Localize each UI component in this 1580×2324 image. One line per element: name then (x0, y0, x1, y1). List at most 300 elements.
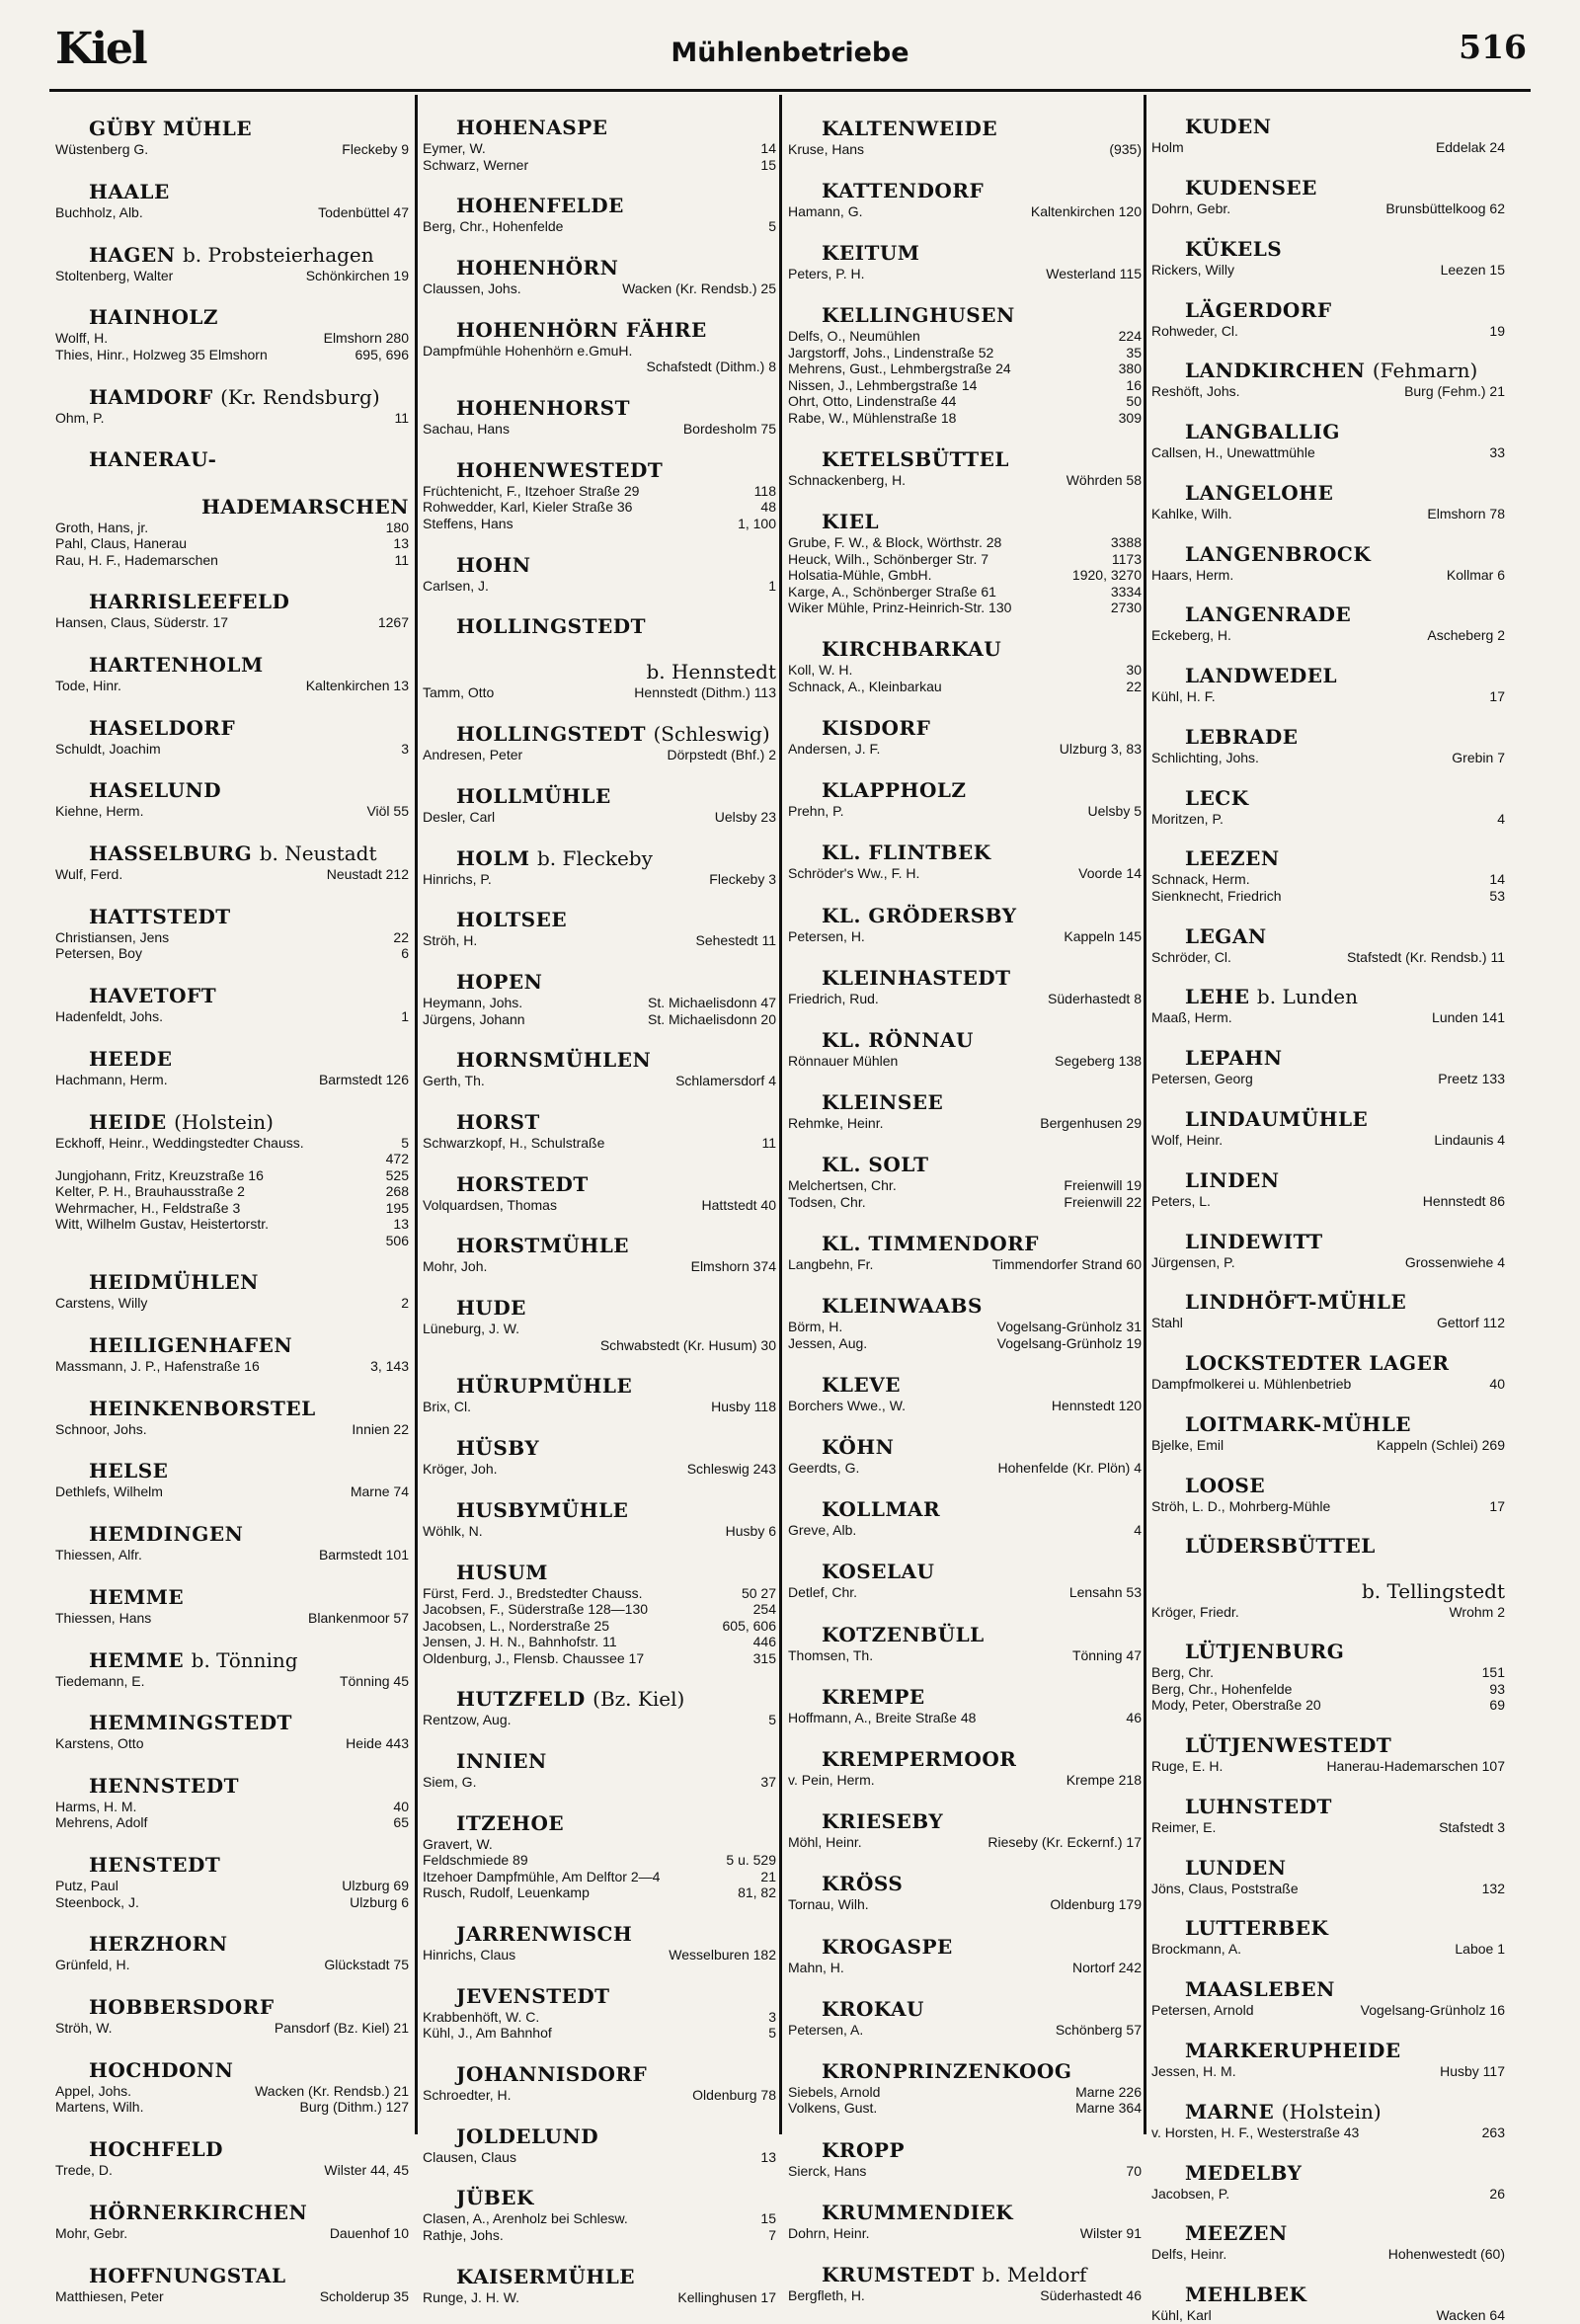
place-heading (423, 908, 776, 932)
listing-name: Schnoor, Johs. (55, 1420, 147, 1437)
listing-phone: Elmshorn 280 (323, 330, 409, 347)
place-heading (55, 1270, 409, 1295)
place-entry (788, 282, 1142, 427)
place-name: HOHENHÖRN (456, 256, 619, 280)
listing-row (788, 328, 1142, 345)
place-name: KUDENSEE (1185, 176, 1317, 200)
place-name: KLEINWAABS (822, 1294, 983, 1319)
listing-phone: 1 (768, 577, 776, 594)
listing-name: Claussen, Johs. (423, 280, 521, 297)
listing-row (55, 741, 409, 758)
place-heading (788, 637, 1142, 662)
place-name: HAMDORF (89, 384, 213, 409)
place-heading (55, 2058, 409, 2083)
listing-name: Dampfmolkerei u. Mühlenbetrieb (1151, 1376, 1352, 1393)
listing-name: Clasen, A., Arenholz bei Schlesw. (423, 2210, 628, 2227)
listing-phone: 46 (1126, 1709, 1142, 1725)
place-heading (55, 180, 409, 204)
place-name: LINDHÖFT-MÜHLE (1185, 1290, 1407, 1315)
place-entry (55, 1312, 409, 1375)
place-entry (55, 220, 409, 283)
place-heading (1151, 2161, 1505, 2186)
listing-name: Mohr, Joh. (423, 1258, 488, 1275)
listing-row (55, 520, 409, 536)
column-rule (1144, 95, 1146, 2134)
listing-name: Holm (1151, 139, 1184, 156)
listing-row (423, 218, 776, 235)
listing-phone: 315 (752, 1649, 776, 1666)
listing-row (788, 1398, 1142, 1414)
listing-phone: 3 (768, 2008, 776, 2025)
place-name: HUTZFELD (456, 1687, 586, 1712)
place-entry (788, 1725, 1142, 1788)
listing-phone: Segeberg 138 (1055, 1052, 1142, 1069)
listing-phone: 3388 (1110, 534, 1142, 551)
place-heading (423, 396, 776, 421)
place-heading (423, 116, 776, 140)
place-entry (788, 1851, 1142, 1913)
place-heading (423, 1234, 776, 1258)
listing-row (788, 1584, 1142, 1601)
listing-row (423, 2009, 776, 2026)
place-entry (423, 1353, 776, 1415)
listing-name: Rathje, Johs. (423, 2226, 504, 2243)
place-entry (423, 1478, 776, 1540)
place-entry (1151, 339, 1505, 400)
listing-name: Berg, Chr. (1151, 1664, 1215, 1681)
listing-row (788, 1522, 1142, 1539)
listing-name: Schwarzkopf, H., Schulstraße (423, 1135, 605, 1151)
listing-name: Hinrichs, Claus (423, 1946, 516, 1963)
listing-row (1151, 811, 1505, 828)
place-name: LUTTERBEK (1185, 1916, 1329, 1941)
listing-name: Siebels, Arnold (788, 2083, 881, 2100)
listing-phone: Hennstedt 120 (1051, 1397, 1142, 1413)
listing-row (788, 534, 1142, 551)
place-heading (423, 660, 776, 684)
listing-phone: Elmshorn 374 (690, 1258, 776, 1275)
place-heading (1151, 542, 1505, 567)
listing-name: Jacobsen, L., Norderstraße 25 (423, 1617, 610, 1634)
place-entry (1151, 1209, 1505, 1270)
place-heading (788, 1373, 1142, 1398)
place-heading (788, 1294, 1142, 1319)
place-heading (55, 1774, 409, 1799)
listing-phone: Gettorf 112 (1436, 1315, 1505, 1331)
listing-phone: 5 (768, 2025, 776, 2042)
listing-row (423, 578, 776, 595)
listing-phone (770, 1321, 776, 1337)
place-name: HOLTSEE (456, 908, 568, 932)
place-entry (423, 1027, 776, 1089)
place-heading (423, 722, 776, 747)
listing-phone: Vogelsang-Grünholz 31 (996, 1319, 1142, 1335)
listing-phone: 3334 (1110, 583, 1142, 600)
listing-row (788, 361, 1142, 377)
place-heading (423, 1436, 776, 1461)
place-name: LUNDEN (1185, 1855, 1287, 1880)
listing-row (1151, 262, 1505, 279)
listing-name: Sierck, Hans (788, 2162, 867, 2179)
place-entry (788, 758, 1142, 820)
place-entry (423, 1152, 776, 1214)
listing-name: Thomsen, Th. (788, 1646, 874, 1663)
listing-row (423, 1884, 776, 1901)
place-heading (423, 1498, 776, 1523)
listing-phone: Burg (Dithm.) 127 (299, 2099, 409, 2116)
place-entry (1151, 95, 1505, 156)
place-heading (1151, 1916, 1505, 1941)
listing-name: Schnackenberg, H. (788, 471, 907, 488)
place-entry (423, 531, 776, 594)
listing-phone: 14 (1489, 871, 1505, 888)
place-name: HELSE (89, 1459, 169, 1483)
listing-row (788, 1834, 1142, 1851)
listing-row (1151, 323, 1505, 340)
place-name: HOHENWESTEDT (456, 457, 664, 482)
place-heading (55, 1995, 409, 2020)
city-title: Kiel (55, 24, 146, 74)
listing-row (1151, 2063, 1505, 2080)
listing-name: Kühl, H. F. (1151, 688, 1216, 705)
place-name: HATTSTEDT (89, 904, 231, 928)
listing-phone: Marne 226 (1075, 2083, 1142, 2100)
place-heading (423, 256, 776, 280)
listing-name: Holsatia-Mühle, GmbH. (788, 567, 932, 584)
place-entry (1151, 217, 1505, 279)
place-entry (1151, 1559, 1505, 1620)
place-qualifier: (Bz. Kiel) (592, 1687, 685, 1712)
listing-row (423, 2289, 776, 2306)
listing-phone: Rieseby (Kr. Eckernf.) 17 (988, 1834, 1142, 1851)
place-heading (788, 904, 1142, 928)
listing-name: Berg, Chr., Hohenfelde (1151, 1680, 1293, 1697)
listing-name: Jungjohann, Fritz, Kreuzstraße 16 (55, 1166, 264, 1183)
listing-row (1151, 1193, 1505, 1210)
place-entry (1151, 1714, 1505, 1775)
listing-row (423, 516, 776, 532)
place-entry (788, 1132, 1142, 1211)
listing-row (788, 2287, 1142, 2304)
listing-name: Koll, W. H. (788, 662, 853, 679)
column-4 (1151, 95, 1505, 2324)
listing-name: Andresen, Peter (423, 747, 523, 763)
listing-phone: 7 (768, 2226, 776, 2243)
place-heading (788, 2201, 1142, 2225)
place-entry (788, 426, 1142, 488)
listing-phone: Ulzburg 6 (350, 1893, 409, 1910)
listing-phone: Laboe 1 (1455, 1941, 1505, 1958)
listing-phone: 180 (385, 519, 409, 535)
listing-phone: Uelsby 5 (1087, 803, 1142, 820)
listing-row (423, 1337, 776, 1354)
listing-row (423, 2149, 776, 2166)
listing-row (423, 280, 776, 297)
place-heading (423, 614, 776, 639)
place-entry (55, 693, 409, 757)
place-name: KLAPPHOLZ (822, 778, 967, 803)
listing-phone: Wilster 91 (1079, 2224, 1142, 2241)
place-heading (788, 716, 1142, 741)
listing-row (423, 1011, 776, 1028)
listing-name: Haars, Herm. (1151, 566, 1234, 583)
listing-name: Rickers, Willy (1151, 261, 1234, 278)
listing-phone: Neustadt 212 (326, 866, 409, 883)
place-name: HASELDORF (89, 715, 236, 740)
listing-phone: Krempe 218 (1066, 1772, 1142, 1788)
listing-phone: Schwabstedt (Kr. Husum) 30 (599, 1336, 776, 1353)
listing-name: Wolf, Heinr. (1151, 1132, 1224, 1149)
listing-phone: 21 (760, 1868, 776, 1884)
listing-phone: Nortorf 242 (1071, 1959, 1142, 1975)
place-entry (1151, 1896, 1505, 1958)
listing-row (55, 1167, 409, 1184)
listing-phone: (935) (1109, 140, 1142, 157)
listing-row (55, 1894, 409, 1911)
place-name: HEEDE (89, 1046, 173, 1071)
listing-row (423, 1650, 776, 1667)
place-heading (1151, 237, 1505, 262)
place-name: HUSUM (456, 1560, 548, 1584)
listing-phone: 254 (752, 1601, 776, 1618)
listing-name: Lüneburg, J. W. (423, 1321, 520, 1337)
place-name: KUDEN (1185, 115, 1272, 139)
place-entry (788, 1601, 1142, 1663)
place-name: HEMDINGEN (89, 1522, 244, 1547)
place-heading (788, 303, 1142, 328)
place-name: KALTENWEIDE (822, 116, 998, 140)
place-heading (1151, 176, 1505, 200)
listing-name: Petersen, H. (788, 927, 865, 944)
listing-phone: 268 (385, 1183, 409, 1199)
place-name: HUSBYMÜHLE (456, 1497, 629, 1522)
listing-phone: Schönberg 57 (1055, 2021, 1142, 2038)
place-name: HOLLINGSTEDT (456, 614, 646, 639)
listing-phone: Grossenwiehe 4 (1404, 1253, 1505, 1270)
listing-row (788, 584, 1142, 601)
place-heading (788, 1747, 1142, 1772)
listing-name: Rönnauer Mühlen (788, 1052, 899, 1069)
place-heading (55, 1853, 409, 1878)
listing-name: Hadenfeldt, Johs. (55, 1008, 163, 1025)
listing-name: Karstens, Otto (55, 1735, 144, 1752)
place-name: LÄGERDORF (1185, 297, 1332, 322)
listing-phone: Timmendorfer Strand 60 (991, 1256, 1142, 1272)
listing-name: Jargstorff, Johs., Lindenstraße 52 (788, 344, 994, 361)
place-heading (55, 1397, 409, 1421)
place-entry (55, 1563, 409, 1627)
listing-name: Carstens, Willy (55, 1295, 148, 1312)
listing-phone: 1 (401, 1008, 409, 1025)
listing-phone: Bordesholm 75 (682, 421, 776, 438)
place-entry (788, 1663, 1142, 1725)
listing-name: Rohwedder, Karl, Kieler Straße 36 (423, 499, 633, 516)
listing-row (423, 747, 776, 763)
place-entry (1151, 521, 1505, 583)
place-heading (1151, 115, 1505, 139)
listing-phone: Ulzburg 3, 83 (1059, 741, 1142, 757)
place-heading (788, 1809, 1142, 1834)
place-entry (423, 2165, 776, 2243)
place-heading (55, 385, 409, 410)
listing-row (1151, 139, 1505, 156)
place-name: KROKAU (822, 1996, 924, 2021)
listing-phone: Kappeln (Schlei) 269 (1377, 1436, 1505, 1453)
place-name: KOTZENBÜLL (822, 1622, 985, 1646)
place-heading (788, 1560, 1142, 1584)
listing-name: Clausen, Claus (423, 2148, 516, 2165)
place-heading (55, 2264, 409, 2288)
place-entry (423, 375, 776, 438)
place-entry (788, 1273, 1142, 1352)
place-heading (55, 905, 409, 929)
place-entry (423, 1666, 776, 1728)
place-heading (1151, 2221, 1505, 2246)
listing-phone: 309 (1118, 409, 1142, 426)
section-title: Mühlenbetriebe (671, 38, 909, 68)
listing-phone: Pansdorf (Bz. Kiel) 21 (274, 2020, 409, 2037)
place-heading (423, 553, 776, 578)
listing-name: Jürgens, Johann (423, 1010, 525, 1027)
listing-phone: 19 (1489, 322, 1505, 339)
listing-name: Tode, Hinr. (55, 677, 121, 693)
place-entry (55, 426, 409, 472)
listing-row (788, 410, 1142, 427)
place-qualifier: (Holstein) (1281, 2099, 1382, 2124)
listing-name: Schnack, Herm. (1151, 871, 1250, 888)
listing-phone: 5 (768, 218, 776, 235)
listing-phone: 380 (1118, 361, 1142, 377)
listing-phone: 2730 (1110, 600, 1142, 616)
listing-name: Jacobsen, F., Süderstraße 128—130 (423, 1601, 649, 1618)
place-name: HOFFNUNGSTAL (89, 2263, 286, 2287)
place-entry (423, 594, 776, 639)
listing-phone: Grebin 7 (1452, 749, 1505, 765)
place-entry (1151, 2019, 1505, 2080)
listing-row (423, 1197, 776, 1214)
listing-name: Eckeberg, H. (1151, 627, 1231, 644)
listing-name: Groth, Hans, jr. (55, 519, 149, 535)
listing-name: Witt, Wilhelm Gustav, Heistertorstr. (55, 1216, 269, 1232)
place-name: GÜBY MÜHLE (89, 117, 253, 141)
listing-phone: Preetz 133 (1438, 1071, 1505, 1087)
listing-name: Kelter, P. H., Brauhausstraße 2 (55, 1183, 245, 1199)
place-entry (55, 283, 409, 362)
listing-phone: 3, 143 (370, 1357, 409, 1374)
place-entry (55, 1626, 409, 1689)
place-entry (788, 694, 1142, 757)
place-heading (1151, 1290, 1505, 1315)
place-heading (1151, 1579, 1505, 1604)
listing-phone: Scholderup 35 (319, 2287, 409, 2304)
listing-row (423, 421, 776, 438)
listing-name: Hinrichs, P. (423, 870, 492, 887)
place-heading (423, 2186, 776, 2210)
place-name: LANGENBROCK (1185, 541, 1372, 566)
place-entry (1151, 278, 1505, 339)
listing-row (788, 377, 1142, 394)
place-heading (55, 1333, 409, 1358)
place-heading (1151, 2039, 1505, 2063)
place-heading (788, 966, 1142, 991)
listing-name: Appel, Johs. (55, 2082, 132, 2099)
listing-row (788, 679, 1142, 695)
listing-row (55, 2099, 409, 2116)
place-name: LANGENRADE (1185, 602, 1352, 627)
place-heading (788, 2138, 1142, 2163)
listing-name: Detlef, Chr. (788, 1584, 858, 1601)
place-heading (788, 447, 1142, 472)
listing-phone: 11 (394, 551, 409, 568)
listing-row (788, 865, 1142, 882)
listing-name: Wöhlk, N. (423, 1522, 483, 1539)
listing-name: Moritzen, P. (1151, 810, 1224, 827)
place-entry (788, 157, 1142, 219)
listing-phone: 81, 82 (738, 1884, 776, 1901)
place-name: HORNSMÜHLEN (456, 1048, 652, 1073)
listing-phone: 118 (753, 482, 776, 499)
listing-name: Brix, Cl. (423, 1399, 471, 1415)
listing-row (788, 1647, 1142, 1664)
place-name: KOSELAU (822, 1560, 935, 1584)
listing-name: Sachau, Hans (423, 421, 510, 438)
listing-row (55, 535, 409, 552)
place-entry (55, 757, 409, 820)
place-name: LANGBALLIG (1185, 420, 1340, 444)
listing-row (55, 1200, 409, 1217)
place-heading (423, 784, 776, 809)
listing-row (788, 2100, 1142, 2117)
place-name: KATTENDORF (822, 178, 985, 202)
place-name: MEEZEN (1185, 2221, 1288, 2246)
listing-name: Peters, P. H. (788, 266, 865, 282)
place-name: LEHE (1185, 985, 1250, 1009)
place-heading (1151, 2283, 1505, 2307)
listing-row (55, 552, 409, 569)
place-heading (788, 1153, 1142, 1177)
place-heading (788, 117, 1142, 141)
listing-phone: Schleswig 243 (686, 1461, 776, 1478)
place-entry (1151, 2140, 1505, 2202)
place-name: b. Hennstedt (646, 660, 776, 684)
listing-name: Grünfeld, H. (55, 1957, 130, 1973)
place-name: HEIDMÜHLEN (89, 1270, 259, 1295)
place-heading (788, 241, 1142, 266)
listing-row (423, 1634, 776, 1650)
listing-name: Karge, A., Schönberger Straße 61 (788, 583, 996, 600)
place-name: LOOSE (1185, 1473, 1266, 1497)
listing-row (1151, 888, 1505, 905)
listing-row (1151, 1664, 1505, 1681)
listing-row (423, 1258, 776, 1275)
listing-row (55, 1673, 409, 1690)
listing-name: Delfs, Heinr. (1151, 2246, 1227, 2263)
listing-name: Siem, G. (423, 1773, 477, 1790)
column-3 (788, 95, 1142, 2303)
listing-row (423, 1601, 776, 1618)
listing-row (55, 410, 409, 427)
listing-phone: St. Michaelisdonn 47 (648, 995, 776, 1011)
listing-name: Christiansen, Jens (55, 928, 170, 945)
place-entry (788, 2179, 1142, 2241)
listing-phone: 195 (385, 1199, 409, 1216)
listing-phone: Glückstadt 75 (324, 1957, 409, 1973)
listing-name: Reshöft, Johs. (1151, 383, 1240, 400)
listing-name: Hansen, Claus, Süderstr. 17 (55, 614, 229, 631)
place-heading (423, 846, 776, 871)
listing-row (788, 2022, 1142, 2039)
listing-row (788, 803, 1142, 820)
